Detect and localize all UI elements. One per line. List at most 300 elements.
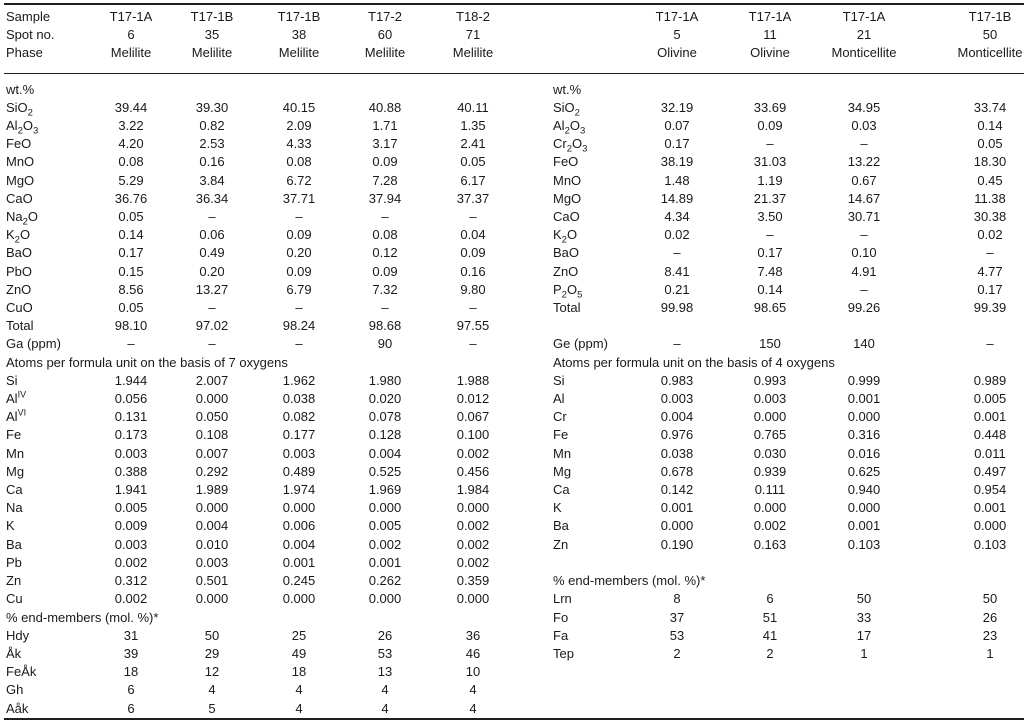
- table-cell: 0.245: [282, 573, 316, 589]
- row-label: $P_2O_5$: [553, 281, 583, 301]
- table-cell: 0.050: [195, 409, 229, 425]
- table-cell: 5: [208, 700, 216, 716]
- table-cell: 13: [377, 664, 393, 680]
- table-cell: 7.28: [372, 172, 398, 188]
- table-body: [4, 73, 1024, 719]
- table-cell: 0.000: [195, 391, 229, 407]
- spacer-cell: [518, 26, 549, 44]
- column-header: 60: [377, 27, 393, 43]
- table-cell: 33: [856, 609, 872, 625]
- table-cell: 30.38: [973, 209, 1007, 225]
- header-row-label-right: [549, 4, 641, 26]
- table-cell: 0.002: [114, 554, 148, 570]
- table-cell: 21.37: [753, 190, 787, 206]
- table-cell: 23: [982, 627, 998, 643]
- table-cell: 98.65: [753, 300, 787, 316]
- table-cell: 2: [673, 645, 681, 661]
- table-cell: 0.056: [114, 391, 148, 407]
- table-cell: 0.000: [282, 500, 316, 516]
- subscript: 2: [17, 125, 23, 137]
- spacer-cell: [518, 117, 549, 135]
- table-cell: 50: [204, 627, 220, 643]
- row-label: Gh: [6, 682, 24, 698]
- row-label: Mg: [553, 463, 572, 479]
- table-cell: 3.50: [757, 209, 783, 225]
- row-label: Fe: [553, 427, 569, 443]
- table-cell: 13.22: [847, 154, 881, 170]
- row-label: Ca: [553, 482, 570, 498]
- row-label: Lrn: [553, 591, 572, 607]
- table-cell: 0.006: [282, 518, 316, 534]
- table-row: [4, 281, 1024, 299]
- row-label: Fa: [553, 627, 569, 643]
- spacer-cell: [518, 153, 549, 171]
- table-cell: 0.103: [973, 536, 1007, 552]
- table-cell: 0.05: [118, 209, 144, 225]
- spacer-cell: [518, 390, 549, 408]
- table-cell: 0.14: [757, 281, 783, 297]
- table-cell: 0.082: [282, 409, 316, 425]
- table-cell: 1: [860, 645, 868, 661]
- blank-cell: [549, 700, 1024, 719]
- table-cell: 0.005: [368, 518, 402, 534]
- column-header: Melilite: [191, 45, 233, 61]
- table-row: [4, 645, 1024, 663]
- table-cell: 97.02: [195, 318, 229, 334]
- column-header: Monticellite: [957, 45, 1023, 61]
- table-cell: 0.000: [195, 500, 229, 516]
- table-cell: 2.007: [195, 372, 229, 388]
- spacer-cell: [518, 590, 549, 608]
- table-cell: 4: [295, 682, 303, 698]
- column-header: 38: [291, 27, 307, 43]
- table-cell: 40.88: [368, 99, 402, 115]
- table-cell: 8.41: [664, 263, 690, 279]
- table-cell: 2.53: [199, 136, 225, 152]
- table-cell: 0.000: [456, 500, 490, 516]
- table-cell: 1.984: [456, 482, 490, 498]
- row-label: CaO: [553, 209, 580, 225]
- row-label: $Al_2O_3$: [6, 118, 39, 137]
- table-cell: 1.35: [460, 118, 486, 134]
- row-label: Total: [6, 318, 34, 334]
- spacer-cell: [518, 244, 549, 262]
- table-cell: 0.000: [368, 591, 402, 607]
- table-cell: 5.29: [118, 172, 144, 188]
- row-label: $Cr_2O_3$: [553, 136, 588, 155]
- row-label: $Al^{VI}$: [6, 407, 27, 425]
- spacer-cell: [518, 190, 549, 208]
- table-cell: 30.71: [847, 209, 881, 225]
- table-cell: 0.012: [456, 391, 490, 407]
- table-cell: 0.190: [660, 536, 694, 552]
- table-cell: –: [469, 209, 477, 225]
- table-cell: –: [127, 336, 135, 352]
- table-cell: 6: [766, 591, 774, 607]
- table-cell: 0.038: [660, 445, 694, 461]
- table-cell: 0.000: [973, 518, 1007, 534]
- table-cell: –: [673, 245, 681, 261]
- header-row-spot: [4, 26, 1024, 44]
- table-cell: 0.003: [195, 554, 229, 570]
- table-cell: 0.16: [460, 263, 486, 279]
- column-header: 71: [465, 27, 481, 43]
- table-cell: 0.17: [664, 136, 690, 152]
- spacer-cell: [518, 208, 549, 226]
- table-cell: –: [208, 336, 216, 352]
- table-cell: –: [295, 300, 303, 316]
- table-cell: 0.163: [753, 536, 787, 552]
- spacer-cell: [518, 426, 549, 444]
- table-cell: 3.17: [372, 136, 398, 152]
- row-label: FeÅk: [6, 664, 37, 680]
- table-cell: –: [673, 336, 681, 352]
- table-cell: –: [766, 136, 774, 152]
- table-cell: 4: [469, 700, 477, 716]
- table-cell: 4.77: [977, 263, 1003, 279]
- table-row: [4, 117, 1024, 135]
- table-cell: 0.067: [456, 409, 490, 425]
- row-label: K: [6, 518, 15, 534]
- table-cell: 0.100: [456, 427, 490, 443]
- table-cell: 2.41: [460, 136, 486, 152]
- table-cell: 1.980: [368, 372, 402, 388]
- table-cell: 0.939: [753, 463, 787, 479]
- table-cell: –: [208, 300, 216, 316]
- table-cell: –: [381, 209, 389, 225]
- table-cell: 6: [127, 700, 135, 716]
- subscript: 2: [22, 216, 28, 228]
- table-cell: 4: [381, 682, 389, 698]
- table-cell: 97.55: [456, 318, 490, 334]
- table-cell: –: [986, 336, 994, 352]
- column-header: T17-2: [368, 9, 402, 24]
- table-cell: 0.000: [282, 591, 316, 607]
- section-label: wt.%: [553, 81, 582, 97]
- section-label: Atoms per formula unit on the basis of 7 oxygens: [6, 354, 288, 370]
- table-cell: 37.37: [456, 190, 490, 206]
- table-cell: –: [208, 209, 216, 225]
- spacer-cell: [518, 299, 549, 317]
- table-cell: 0.004: [195, 518, 229, 534]
- table-cell: 32.19: [660, 99, 694, 115]
- row-label: Ba: [6, 536, 22, 552]
- header-row-phase: [4, 44, 1024, 73]
- row-label: Cr: [553, 409, 567, 425]
- table-row: [4, 335, 1024, 353]
- table-cell: 51: [762, 609, 778, 625]
- table-cell: 0.001: [973, 500, 1007, 516]
- table-cell: 0.983: [660, 372, 694, 388]
- row-label: Ge (ppm): [553, 336, 608, 352]
- table-row: [4, 481, 1024, 499]
- table-cell: 18: [123, 664, 139, 680]
- row-label: Zn: [6, 573, 22, 589]
- table-cell: 14.67: [847, 190, 881, 206]
- spacer-cell: [518, 517, 549, 535]
- table-cell: 0.312: [114, 573, 148, 589]
- header-row-label: Phase: [6, 45, 43, 61]
- table-cell: 0.011: [974, 445, 1006, 461]
- column-header: Melilite: [364, 45, 406, 61]
- row-label: $Al_2O_3$: [553, 118, 586, 137]
- table-cell: 31: [123, 627, 139, 643]
- table-cell: 0.002: [456, 445, 490, 461]
- table-row: [4, 390, 1024, 408]
- row-label: Ba: [553, 518, 569, 534]
- table-cell: 4.33: [286, 136, 312, 152]
- table-cell: 50: [856, 591, 872, 607]
- spacer-cell: [518, 554, 549, 572]
- table-cell: 0.292: [195, 463, 229, 479]
- table-cell: 29: [204, 645, 220, 661]
- table-row: [4, 317, 1024, 335]
- table-cell: 0.002: [456, 536, 490, 552]
- table-cell: 0.06: [199, 227, 225, 243]
- row-label: Mn: [6, 445, 25, 461]
- spacer-cell: [518, 73, 549, 99]
- table-cell: 0.976: [660, 427, 694, 443]
- subscript: 2: [27, 107, 33, 119]
- table-row: [4, 190, 1024, 208]
- table-cell: 36: [465, 627, 481, 643]
- column-header: Melilite: [278, 45, 320, 61]
- table-cell: 0.001: [847, 391, 881, 407]
- subscript: 3: [579, 125, 586, 137]
- table-cell: 4: [469, 682, 477, 698]
- table-cell: 0.678: [660, 463, 694, 479]
- table-cell: –: [469, 300, 477, 316]
- table-cell: 0.20: [199, 263, 225, 279]
- table-cell: 2: [766, 645, 774, 661]
- table-row: [4, 627, 1024, 645]
- table-cell: 25: [291, 627, 307, 643]
- row-label: Tep: [553, 645, 574, 661]
- table-cell: 10: [465, 664, 481, 680]
- table-cell: 7.32: [372, 281, 398, 297]
- subscript: 2: [14, 234, 20, 246]
- table-cell: 0.999: [847, 372, 881, 388]
- table-cell: 17: [856, 627, 872, 643]
- table-cell: 0.09: [286, 227, 312, 243]
- table-cell: 140: [853, 336, 875, 352]
- table-cell: 0.09: [460, 245, 486, 261]
- table-cell: 40.15: [282, 99, 316, 115]
- table-row: [4, 208, 1024, 226]
- row-label: FeO: [553, 154, 579, 170]
- table-cell: 4: [295, 700, 303, 716]
- row-label: K: [553, 500, 562, 516]
- table-cell: 0.17: [757, 245, 783, 261]
- row-label: Mn: [553, 445, 572, 461]
- table-cell: 0.004: [282, 536, 316, 552]
- table-cell: 0.000: [847, 500, 881, 516]
- table-cell: –: [381, 300, 389, 316]
- table-cell: 3.84: [199, 172, 225, 188]
- table-cell: 36.76: [114, 190, 148, 206]
- table-cell: 0.003: [114, 536, 148, 552]
- table-cell: 0.000: [753, 500, 787, 516]
- table-row: [4, 299, 1024, 317]
- row-label: Cu: [6, 591, 23, 607]
- column-header: 5: [673, 27, 681, 43]
- table-cell: 37: [669, 609, 685, 625]
- table-cell: 0.108: [195, 427, 229, 443]
- table-cell: 26: [377, 627, 393, 643]
- table-row: [4, 517, 1024, 535]
- table-cell: 1.944: [114, 372, 148, 388]
- table-cell: 12: [204, 664, 220, 680]
- table-cell: 0.02: [664, 227, 690, 243]
- table-cell: 0.001: [282, 554, 316, 570]
- table-cell: 40.11: [457, 99, 489, 115]
- table-cell: 0.17: [118, 245, 144, 261]
- table-row: [4, 554, 1024, 572]
- table-cell: 14.89: [660, 190, 694, 206]
- table-cell: 98.68: [368, 318, 402, 334]
- header-row-label: Sample: [6, 9, 51, 24]
- table-cell: 1.71: [372, 118, 398, 134]
- table-cell: 0.765: [753, 427, 787, 443]
- table-cell: 49: [291, 645, 307, 661]
- column-header: Olivine: [657, 45, 697, 61]
- subscript: 2: [566, 143, 573, 155]
- row-label: CuO: [6, 300, 33, 316]
- table-cell: 0.625: [847, 463, 881, 479]
- row-label: BaO: [6, 245, 33, 261]
- table-cell: 0.15: [118, 263, 144, 279]
- section-label: % end-members (mol. %)*: [6, 609, 159, 625]
- row-label: Na: [6, 500, 23, 516]
- table-row: [4, 590, 1024, 608]
- blank-cell: [549, 317, 1024, 335]
- table-cell: 0.103: [847, 536, 881, 552]
- table-cell: 0.940: [847, 482, 881, 498]
- header-row-sample: [4, 4, 1024, 26]
- row-label: Fe: [6, 427, 22, 443]
- row-label: Hdy: [6, 627, 30, 643]
- table-cell: 9.80: [460, 281, 486, 297]
- table-cell: 1.988: [456, 372, 490, 388]
- column-header: T17-1B: [190, 9, 234, 24]
- table-cell: 0.262: [368, 573, 402, 589]
- table-cell: 1.19: [757, 172, 783, 188]
- row-label: MgO: [553, 190, 582, 206]
- table-row: [4, 263, 1024, 281]
- table-row: [4, 463, 1024, 481]
- spacer-cell: [518, 645, 549, 663]
- table-cell: 0.08: [372, 227, 398, 243]
- table-row: [4, 354, 1024, 372]
- table-cell: 0.007: [195, 445, 229, 461]
- table-row: [4, 609, 1024, 627]
- table-cell: 0.525: [368, 463, 402, 479]
- table-row: [4, 445, 1024, 463]
- table-cell: 0.016: [847, 445, 881, 461]
- row-label: Total: [553, 300, 581, 316]
- blank-cell: [549, 554, 1024, 572]
- subscript: 3: [582, 143, 588, 155]
- table-cell: 0.003: [114, 445, 148, 461]
- column-header: 35: [204, 27, 220, 43]
- spacer-cell: [518, 372, 549, 390]
- row-label: SiO$_2$: [553, 99, 580, 119]
- table-cell: 1.941: [114, 482, 148, 498]
- table-cell: 3.22: [118, 118, 144, 134]
- table-cell: 0.448: [973, 427, 1007, 443]
- spacer-cell: [518, 481, 549, 499]
- table-cell: 0.177: [282, 427, 316, 443]
- row-label: SiO$_2$: [6, 99, 33, 119]
- table-cell: 0.173: [114, 427, 148, 443]
- table-cell: 0.501: [195, 573, 229, 589]
- table-cell: 0.000: [753, 409, 787, 425]
- table-row: [4, 244, 1024, 262]
- table-cell: 0.17: [977, 281, 1003, 297]
- table-cell: 39.30: [195, 99, 229, 115]
- table-cell: 39: [123, 645, 139, 661]
- spacer-cell: [518, 536, 549, 554]
- header-row-label: Spot no.: [6, 27, 55, 43]
- column-header: T17-1B: [968, 9, 1012, 24]
- table-cell: 7.48: [757, 263, 783, 279]
- table-row: [4, 572, 1024, 590]
- blank-cell: [549, 663, 1024, 681]
- table-cell: 0.002: [456, 554, 490, 570]
- column-header: T17-1A: [109, 9, 153, 24]
- table-cell: 0.000: [847, 409, 881, 425]
- spacer-cell: [518, 172, 549, 190]
- table-cell: 0.09: [372, 154, 398, 170]
- spacer-cell: [518, 572, 549, 590]
- table-cell: 0.49: [199, 245, 225, 261]
- row-label: CaO: [6, 190, 33, 206]
- column-header: 50: [982, 27, 998, 43]
- table-cell: 0.993: [753, 372, 787, 388]
- table-cell: 0.14: [977, 118, 1003, 134]
- table-cell: 0.316: [847, 427, 881, 443]
- table-cell: 0.004: [368, 445, 402, 461]
- column-header: T17-1B: [277, 9, 321, 24]
- column-header: Melilite: [452, 45, 494, 61]
- table-cell: 46: [465, 645, 481, 661]
- table-row: [4, 99, 1024, 117]
- table-cell: 36.34: [195, 190, 229, 206]
- header-row-label-right: [549, 44, 641, 73]
- row-label: Ga (ppm): [6, 336, 61, 352]
- table-cell: –: [986, 245, 994, 261]
- table-cell: 0.20: [286, 245, 312, 261]
- table-cell: 0.989: [973, 372, 1007, 388]
- table-cell: 0.03: [851, 118, 877, 134]
- column-header: 6: [127, 27, 135, 43]
- table-cell: 0.000: [195, 591, 229, 607]
- table-cell: 0.030: [753, 445, 787, 461]
- table-row: [4, 426, 1024, 444]
- table-cell: –: [766, 227, 774, 243]
- table-cell: 0.12: [372, 245, 398, 261]
- table-cell: 11.38: [974, 190, 1006, 206]
- table-cell: 0.128: [368, 427, 402, 443]
- section-label: % end-members (mol. %)*: [553, 573, 706, 589]
- table-cell: 150: [759, 336, 781, 352]
- table-cell: 6.72: [286, 172, 312, 188]
- table-cell: 0.001: [368, 554, 402, 570]
- table-cell: 4.34: [664, 209, 690, 225]
- table-cell: 18: [291, 664, 307, 680]
- table-cell: 0.131: [114, 409, 148, 425]
- column-header: T17-1A: [655, 9, 699, 24]
